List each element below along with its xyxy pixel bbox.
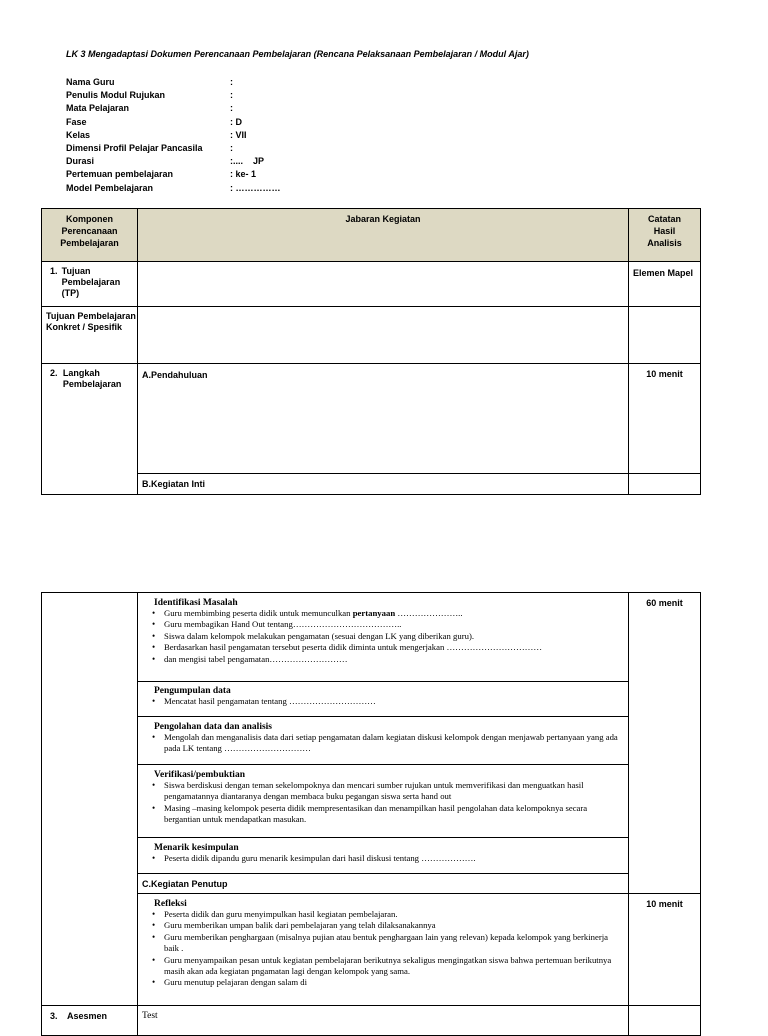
table-row bbox=[42, 717, 701, 765]
list-item: • dan mengisi tabel pengamatan……………………… bbox=[152, 654, 622, 665]
identity-row bbox=[66, 89, 281, 102]
identity-label: Mata Pelajaran bbox=[66, 103, 130, 114]
table-row bbox=[42, 838, 701, 874]
identity-row bbox=[66, 168, 281, 181]
list-item: • Siswa berdiskusi dengan teman sekelompoknya dan mencari sumber rujukan untuk memverifikasi dan menguatkan hasil pengamatannya diantaranya dengan membaca buku pegangan siswa serta hand out bbox=[152, 780, 622, 803]
table-row bbox=[42, 364, 701, 474]
cell-pengumpulan bbox=[138, 682, 629, 717]
list-item: • Guru memberikan penghargaan (misalnya pujian atau bentuk penghargaan lain yang relevan) kepada kelompok yang berkinerja baik . bbox=[152, 932, 622, 955]
row-label: Asesmen bbox=[67, 1011, 108, 1021]
section-title: Pengolahan data dan analisis bbox=[154, 722, 272, 732]
table-row bbox=[42, 1006, 701, 1036]
identity-value: : bbox=[230, 77, 233, 87]
list-item: • Mengolah dan menganalisis data dari setiap pengamatan dalam kegiatan diskusi kelompok dengan menjawab pertanyaan yang ada pada LK tentang ………………………… bbox=[152, 732, 622, 755]
identity-label: Pertemuan pembelajaran bbox=[66, 169, 174, 180]
bullet-list bbox=[138, 780, 628, 826]
list-item: • Guru membagikan Hand Out tentang……………………………….. bbox=[152, 619, 622, 630]
table-row bbox=[42, 593, 701, 682]
cell-component bbox=[42, 593, 138, 1006]
identity-value: : bbox=[230, 103, 233, 114]
table-header-row bbox=[42, 209, 701, 262]
cell-note bbox=[629, 474, 701, 495]
identity-row bbox=[66, 182, 281, 195]
note-text: 10 menit bbox=[646, 899, 683, 909]
list-item: • Mencatat hasil pengamatan tentang ………………………… bbox=[152, 696, 622, 707]
cell-verifikasi bbox=[138, 765, 629, 838]
bullet-list bbox=[138, 853, 628, 864]
identity-row bbox=[66, 155, 281, 168]
section-title: Verifikasi/pembuktian bbox=[154, 770, 245, 780]
row-label: Langkah Pembelajaran bbox=[62, 368, 122, 389]
identity-label: Dimensi Profil Pelajar Pancasila bbox=[66, 143, 203, 154]
identity-row bbox=[66, 129, 281, 142]
cell-note bbox=[629, 262, 701, 307]
cell-note bbox=[629, 894, 701, 1006]
section-title: Refleksi bbox=[154, 899, 187, 909]
identity-value: : bbox=[230, 90, 233, 101]
cell-identifikasi bbox=[138, 593, 629, 682]
activity-label: B.Kegiatan Inti bbox=[142, 479, 206, 489]
identity-row bbox=[66, 116, 281, 129]
identity-value: :.... JP bbox=[230, 156, 265, 167]
section-title: Menarik kesimpulan bbox=[154, 843, 239, 853]
activity-label: A.Pendahuluan bbox=[142, 370, 208, 380]
identity-label: Kelas bbox=[66, 129, 91, 140]
cell-component bbox=[42, 364, 138, 495]
section-title: Identifikasi Masalah bbox=[154, 598, 238, 608]
list-item: • Guru menutup pelajaran dengan salam di bbox=[152, 977, 622, 988]
list-item: • Masing –masing kelompok peserta didik mempresentasikan dan menampilkan hasil pengolahan data kelompoknya secara bergantian untuk mendapatkan masukan. bbox=[152, 803, 622, 826]
note-text: 60 menit bbox=[646, 598, 683, 608]
row-number: 2. bbox=[50, 368, 58, 378]
bullet-list bbox=[138, 608, 628, 665]
list-item: • Guru menyampaikan pesan untuk kegiatan pembelajaran berikutnya sekaligus mengingatkan siswa bahwa pertemuan berikutnya masih akan ada kegiatan pngamatan lagi dengan kelompok yang sama. bbox=[152, 955, 622, 978]
row-label: Tujuan Pembelajaran (TP) bbox=[61, 266, 121, 298]
bullet-list bbox=[138, 909, 628, 989]
list-item: • Siswa dalam kelompok melakukan pengamatan (sesuai dengan LK yang diberikan guru). bbox=[152, 631, 622, 642]
cell-component bbox=[42, 262, 138, 307]
cell-note bbox=[629, 1006, 701, 1036]
identity-value: : bbox=[230, 143, 233, 154]
row-number: 1. bbox=[50, 266, 58, 276]
list-item: • Guru membimbing peserta didik untuk memunculkan pertanyaan ………………….. bbox=[152, 608, 622, 619]
identity-row bbox=[66, 102, 281, 115]
cell-component bbox=[42, 1006, 138, 1036]
cell-pengolahan bbox=[138, 717, 629, 765]
row-number: 3. bbox=[50, 1011, 58, 1021]
bullet-list bbox=[138, 732, 628, 755]
identity-block bbox=[66, 76, 281, 195]
cell-activity bbox=[138, 1006, 629, 1036]
table-row bbox=[42, 262, 701, 307]
list-item: • Berdasarkan hasil pengamatan tersebut peserta didik diminta untuk mengerjakan …………………………… bbox=[152, 642, 622, 653]
identity-label: Durasi bbox=[66, 156, 95, 167]
identity-label: Nama Guru bbox=[66, 77, 115, 87]
table-row bbox=[42, 765, 701, 838]
header-jabaran: Jabaran Kegiatan bbox=[138, 209, 629, 262]
activity-label: C.Kegiatan Penutup bbox=[142, 879, 228, 889]
cell-note bbox=[629, 364, 701, 474]
section-title: Pengumpulan data bbox=[154, 686, 231, 696]
list-item: • Peserta didik dan guru menyimpulkan hasil kegiatan pembelajaran. bbox=[152, 909, 622, 920]
identity-row bbox=[66, 142, 281, 155]
activity-label: Test bbox=[142, 1011, 158, 1021]
table-row bbox=[42, 307, 701, 364]
cell-component bbox=[42, 307, 138, 364]
planning-table bbox=[41, 208, 701, 495]
header-komponen: Komponen Perencanaan Pembelajaran bbox=[42, 209, 138, 262]
table-row bbox=[42, 894, 701, 1006]
identity-label: Fase bbox=[66, 116, 87, 127]
identity-value: : VII bbox=[230, 129, 247, 140]
cell-note bbox=[629, 307, 701, 364]
note-text: 10 menit bbox=[646, 369, 683, 379]
header-catatan: Catatan Hasil Analisis bbox=[629, 209, 701, 262]
cell-activity bbox=[138, 307, 629, 364]
identity-label: Model Pembelajaran bbox=[66, 182, 154, 193]
identity-row bbox=[66, 76, 281, 89]
cell-penutup bbox=[138, 874, 629, 894]
bullet-list bbox=[138, 696, 628, 707]
list-item: • Guru memberikan umpan balik dari pembelajaran yang telah dilaksanakannya bbox=[152, 920, 622, 931]
document-title: LK 3 Mengadaptasi Dokumen Perencanaan Pembelajaran (Rencana Pelaksanaan Pembelajaran / Modul Ajar) bbox=[66, 49, 529, 59]
identity-value: : …………… bbox=[230, 182, 281, 193]
cell-activity bbox=[138, 474, 629, 495]
table-row bbox=[42, 474, 701, 495]
table-row bbox=[42, 874, 701, 894]
activity-table bbox=[41, 592, 701, 1036]
list-item: • Peserta didik dipandu guru menarik kesimpulan dari hasil diskusi tentang ………………. bbox=[152, 853, 622, 864]
note-text: Elemen Mapel bbox=[633, 268, 694, 278]
identity-value: : ke- 1 bbox=[230, 169, 257, 180]
cell-activity bbox=[138, 262, 629, 307]
cell-refleksi bbox=[138, 894, 629, 1006]
cell-activity bbox=[138, 364, 629, 474]
table-row bbox=[42, 682, 701, 717]
row-label: Tujuan Pembelajaran Konkret / Spesifik bbox=[46, 311, 136, 332]
identity-value: : D bbox=[230, 116, 242, 127]
identity-label: Penulis Modul Rujukan bbox=[66, 90, 166, 101]
cell-menarik bbox=[138, 838, 629, 874]
cell-note bbox=[629, 593, 701, 894]
